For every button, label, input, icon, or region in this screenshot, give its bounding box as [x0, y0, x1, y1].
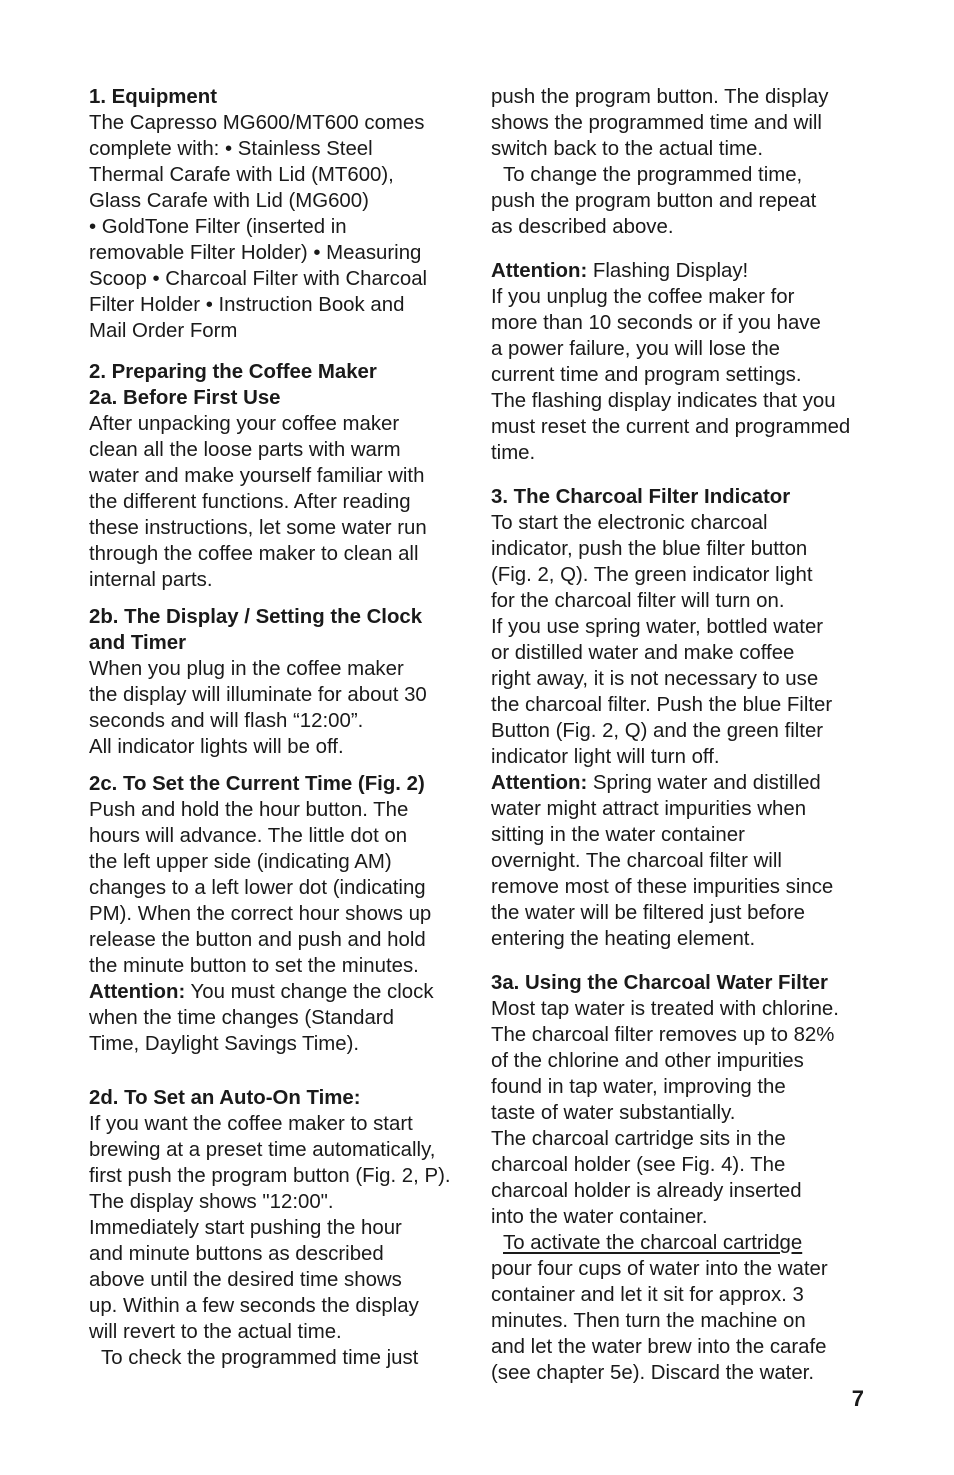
- text-line: minutes. Then turn the machine on: [491, 1310, 806, 1332]
- text-line: After unpacking your coffee maker: [89, 413, 400, 435]
- text-line: for the charcoal filter will turn on.: [491, 590, 785, 612]
- text-line: the charcoal filter. Push the blue Filter: [491, 694, 833, 716]
- text-line: hours will advance. The little dot on: [89, 825, 408, 847]
- text-line: water might attract impurities when: [491, 798, 807, 820]
- charcoal-attention-lines: [491, 796, 871, 952]
- text-line: more than 10 seconds or if you have: [491, 312, 821, 334]
- text-line: switch back to the actual time.: [491, 138, 763, 160]
- text-line: The display shows "12:00".: [89, 1191, 334, 1213]
- text-line: time.: [491, 442, 536, 464]
- text-line: brewing at a preset time automatically,: [89, 1139, 436, 1161]
- text-line: push the program button and repeat: [491, 190, 817, 212]
- text-line: • GoldTone Filter (inserted in: [89, 216, 347, 238]
- text-line: sitting in the water container: [491, 824, 745, 846]
- auto-on-check-line: To check the programmed time just: [101, 1347, 419, 1369]
- text-line: and let the water brew into the carafe: [491, 1336, 827, 1358]
- text-line: container and let it sit for approx. 3: [491, 1284, 804, 1306]
- text-line: must reset the current and programmed: [491, 416, 851, 438]
- text-line: through the coffee maker to clean all: [89, 543, 419, 565]
- text-line: seconds and will flash “12:00”.: [89, 710, 364, 732]
- text-line: when the time changes (Standard: [89, 1007, 394, 1029]
- text-line: Mail Order Form: [89, 320, 238, 342]
- text-line: current time and program settings.: [491, 364, 802, 386]
- set-time-attention: [89, 979, 469, 1005]
- spacer: [89, 593, 469, 604]
- spacer: [89, 344, 469, 359]
- continued-paragraph: [491, 84, 871, 162]
- change-paragraph: [491, 162, 871, 240]
- text-line: a power failure, you will lose the: [491, 338, 781, 360]
- display-paragraph: [89, 656, 469, 760]
- text-line: The charcoal filter removes up to 82%: [491, 1024, 835, 1046]
- spacer: [89, 760, 469, 771]
- flashing-attention: [491, 258, 871, 284]
- text-line: the minute button to set the minutes.: [89, 955, 419, 977]
- right-column: [491, 84, 871, 1386]
- text-line: removable Filter Holder) • Measuring: [89, 242, 422, 264]
- heading-preparing: 2. Preparing the Coffee Maker: [89, 361, 377, 383]
- text-line: into the water container.: [491, 1206, 708, 1228]
- activate-label: To activate the charcoal cartridge: [503, 1232, 803, 1254]
- page-number: 7: [851, 1386, 864, 1411]
- charcoal-indicator-paragraph: [491, 510, 871, 770]
- text-line: internal parts.: [89, 569, 213, 591]
- text-line: right away, it is not necessary to use: [491, 668, 819, 690]
- text-line: Filter Holder • Instruction Book and: [89, 294, 405, 316]
- heading-water-filter: 3a. Using the Charcoal Water Filter: [491, 972, 828, 994]
- text-line: To change the programmed time,: [503, 164, 803, 186]
- heading-display-1: 2b. The Display / Setting the Clock: [89, 606, 423, 628]
- text-line: entering the heating element.: [491, 928, 756, 950]
- text-line: If you unplug the coffee maker for: [491, 286, 795, 308]
- text-line: indicator, push the blue filter button: [491, 538, 808, 560]
- text-line: remove most of these impurities since: [491, 876, 834, 898]
- text-line: (see chapter 5e). Discard the water.: [491, 1362, 815, 1384]
- flashing-paragraph: [491, 284, 871, 466]
- flashing-text: Flashing Display!: [587, 260, 749, 282]
- text-line: The Capresso MG600/MT600 comes: [89, 112, 425, 134]
- heading-equipment: 1. Equipment: [89, 86, 218, 108]
- text-line: PM). When the correct hour shows up: [89, 903, 432, 925]
- text-line: The flashing display indicates that you: [491, 390, 836, 412]
- activate-line: [491, 1230, 871, 1256]
- text-line: complete with: • Stainless Steel: [89, 138, 373, 160]
- text-line: If you use spring water, bottled water: [491, 616, 824, 638]
- text-line: the different functions. After reading: [89, 491, 411, 513]
- attention-label: Attention:: [491, 260, 588, 282]
- text-line: Immediately start pushing the hour: [89, 1217, 402, 1239]
- text-line: up. Within a few seconds the display: [89, 1295, 419, 1317]
- spacer: [89, 1057, 469, 1085]
- text-line: indicator light will turn off.: [491, 746, 720, 768]
- text-line: Scoop • Charcoal Filter with Charcoal: [89, 268, 428, 290]
- text-line: (Fig. 2, Q). The green indicator light: [491, 564, 813, 586]
- attention-text: Spring water and distilled: [587, 772, 821, 794]
- attention-label: Attention:: [89, 981, 186, 1003]
- text-line: the display will illuminate for about 30: [89, 684, 427, 706]
- spacer: [491, 952, 871, 970]
- text-line: Most tap water is treated with chlorine.: [491, 998, 839, 1020]
- text-line: When you plug in the coffee maker: [89, 658, 404, 680]
- heading-display-2: and Timer: [89, 632, 187, 654]
- text-line: of the chlorine and other impurities: [491, 1050, 804, 1072]
- auto-on-paragraph: [89, 1111, 469, 1345]
- set-time-attention-lines: [89, 1005, 469, 1057]
- spacer: [491, 466, 871, 484]
- text-line: as described above.: [491, 216, 674, 238]
- activate-paragraph: [491, 1256, 871, 1386]
- text-line: charcoal holder (see Fig. 4). The: [491, 1154, 786, 1176]
- preparing-paragraph: [89, 411, 469, 593]
- text-line: the water will be filtered just before: [491, 902, 805, 924]
- text-line: will revert to the actual time.: [89, 1321, 342, 1343]
- text-line: To start the electronic charcoal: [491, 512, 768, 534]
- heading-charcoal-indicator: 3. The Charcoal Filter Indicator: [491, 486, 791, 508]
- heading-before-first-use: 2a. Before First Use: [89, 387, 281, 409]
- text-line: pour four cups of water into the water: [491, 1258, 828, 1280]
- text-line: Glass Carafe with Lid (MG600): [89, 190, 369, 212]
- water-filter-paragraph: [491, 996, 871, 1230]
- text-line: water and make yourself familiar with: [89, 465, 425, 487]
- text-line: above until the desired time shows: [89, 1269, 402, 1291]
- text-line: these instructions, let some water run: [89, 517, 427, 539]
- heading-auto-on: 2d. To Set an Auto-On Time:: [89, 1087, 361, 1109]
- text-line: first push the program button (Fig. 2, P).: [89, 1165, 451, 1187]
- text-line: or distilled water and make coffee: [491, 642, 795, 664]
- text-line: charcoal holder is already inserted: [491, 1180, 802, 1202]
- text-line: Button (Fig. 2, Q) and the green filter: [491, 720, 824, 742]
- text-line: the left upper side (indicating AM): [89, 851, 392, 873]
- heading-set-time: 2c. To Set the Current Time (Fig. 2): [89, 773, 425, 795]
- text-line: Push and hold the hour button. The: [89, 799, 409, 821]
- set-time-paragraph: [89, 797, 469, 979]
- text-line: clean all the loose parts with warm: [89, 439, 401, 461]
- text-line: push the program button. The display: [491, 86, 829, 108]
- text-line: found in tap water, improving the: [491, 1076, 786, 1098]
- left-column: [89, 84, 469, 1371]
- spacer: [491, 240, 871, 258]
- text-line: overnight. The charcoal filter will: [491, 850, 782, 872]
- text-line: If you want the coffee maker to start: [89, 1113, 413, 1135]
- text-line: and minute buttons as described: [89, 1243, 384, 1265]
- text-line: taste of water substantially.: [491, 1102, 736, 1124]
- text-line: release the button and push and hold: [89, 929, 426, 951]
- equipment-paragraph: [89, 110, 469, 344]
- charcoal-attention: [491, 770, 871, 796]
- text-line: Time, Daylight Savings Time).: [89, 1033, 360, 1055]
- text-line: Thermal Carafe with Lid (MT600),: [89, 164, 394, 186]
- attention-label: Attention:: [491, 772, 588, 794]
- text-line: All indicator lights will be off.: [89, 736, 344, 758]
- text-line: changes to a left lower dot (indicating: [89, 877, 426, 899]
- text-line: The charcoal cartridge sits in the: [491, 1128, 786, 1150]
- attention-text: You must change the clock: [185, 981, 434, 1003]
- text-line: shows the programmed time and will: [491, 112, 822, 134]
